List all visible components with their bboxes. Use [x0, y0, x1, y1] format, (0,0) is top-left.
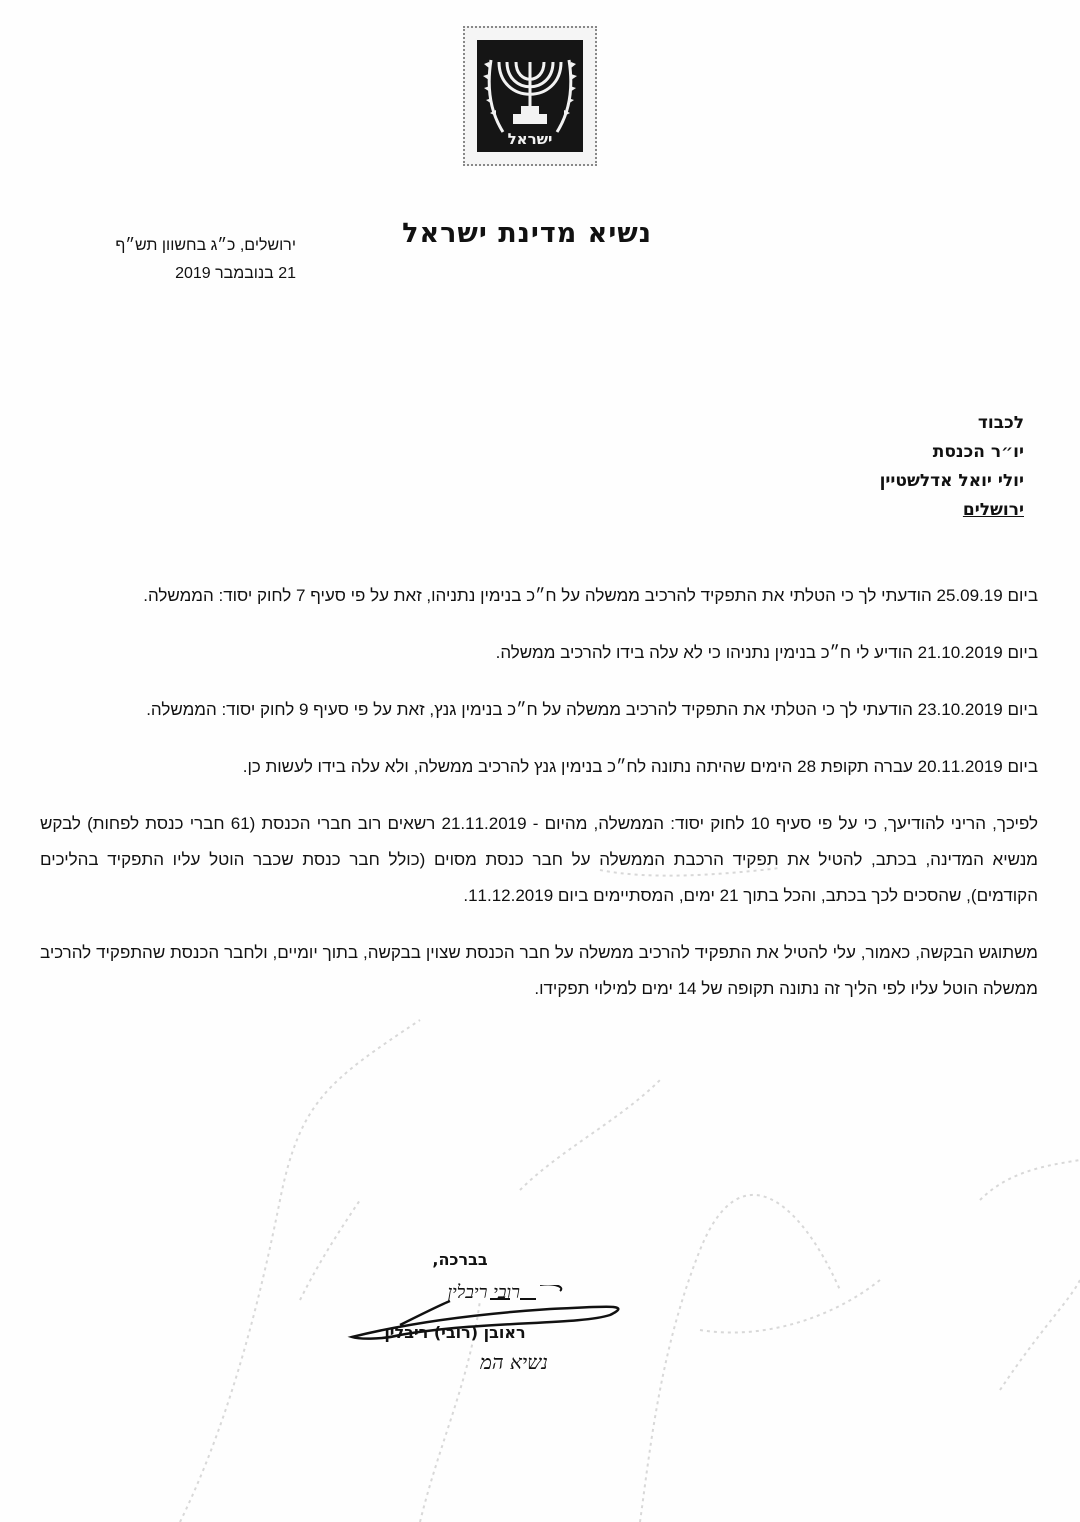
paragraph: ביום 20.11.2019 עברה תקופת 28 הימים שהיתה נתונה לח״כ בנימין גנץ להרכיב ממשלה, ולא עלה בידו לעשות כן.: [242, 757, 1038, 776]
recipient-name: יולי יואל אדלשטיין: [879, 471, 1024, 491]
hebrew-date: ירושלים, כ״ג בחשוון תש״ף: [115, 237, 296, 254]
paragraph: ביום 23.10.2019 הודעתי לך כי הטלתי את התפקיד להרכיב ממשלה על ח״כ בנימין גנץ, זאת על פי סעיף 9 לחוק יסוד: הממשלה.: [146, 700, 1038, 719]
recipient-block: [880, 409, 1024, 525]
menorah-icon: [477, 40, 583, 152]
salutation: לכבוד: [977, 413, 1024, 433]
closing-block: [330, 1250, 580, 1374]
greeting: בברכה,: [432, 1250, 488, 1269]
paragraph: לפיכך, הריני להודיעך, כי על פי סעיף 10 לחוק יסוד: הממשלה, מהיום - 21.11.2019 רשאים רוב חברי הכנסת (61 חברי כנסת לפחות) לבקש מנשיא המדינה, בכתב, להטיל את תפקיד הרכבת הממשלה על חבר כנסת מסוים (כולל חבר כנסת שכבר הוטל עליו התפקיד בהליכים הקודמים), שהסכים לכך בכתב, והכל בתוך 21 ימים, המסתיימים ביום 11.12.2019.: [40, 814, 1038, 905]
paragraph: ביום 21.10.2019 הודיע לי ח״כ בנימין נתניהו כי לא עלה בידו להרכיב ממשלה.: [495, 643, 1038, 662]
svg-text:ישראל: ישראל: [507, 130, 553, 148]
recipient-city: ירושלים: [962, 500, 1024, 520]
gregorian-date: 21 בנובמבר 2019: [175, 265, 296, 282]
state-emblem: [463, 26, 597, 166]
paragraph: ביום 25.09.19 הודעתי לך כי הטלתי את התפקיד להרכיב ממשלה על ח״כ בנימין נתניהו, זאת על פי סעיף 7 לחוק יסוד: הממשלה.: [143, 586, 1038, 605]
handwritten-title: נשיא המ: [480, 1350, 548, 1374]
recipient-position: יו״ר הכנסת: [932, 442, 1024, 462]
letter-body: [40, 578, 1038, 1028]
paragraph: משתוגש הבקשה, כאמור, עלי להטיל את התפקיד להרכיב ממשלה על חבר הכנסת שצוין בבקשה, בתוך יומיים, ולחבר הכנסת שהתפקיד להרכיב ממשלה הוטל עליו לפי הליך זה נתונה תקופה של 14 ימים למילוי תפקידו.: [40, 943, 1038, 998]
handwritten-signature: רובי ריבלין: [447, 1282, 520, 1303]
date-block: [46, 232, 296, 288]
letterhead-title: נשיא מדינת ישראל: [402, 218, 652, 249]
signer-name: ראובן (רובי) ריבלין: [384, 1323, 526, 1342]
